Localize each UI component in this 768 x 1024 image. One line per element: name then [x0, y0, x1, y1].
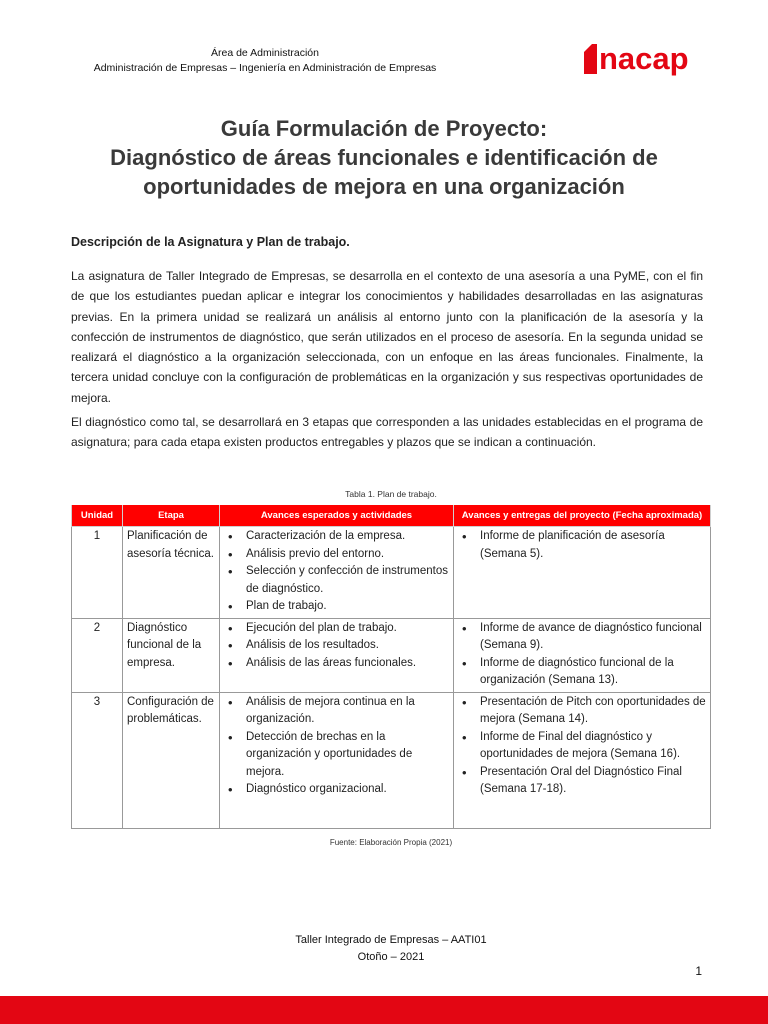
- cell-unidad: 3: [72, 692, 123, 828]
- page-number: 1: [695, 964, 702, 978]
- list-item: • Plan de trabajo.: [224, 598, 449, 616]
- table-header-row: [72, 505, 711, 527]
- table-source: Fuente: Elaboración Propia (2021): [329, 838, 453, 847]
- header-unidad: Unidad: [72, 505, 123, 527]
- cell-entregas: [454, 527, 711, 619]
- list-item: • Selección y confección de instrumentos de diagnóstico.: [224, 563, 449, 598]
- footer-term: Otoño – 2021: [357, 951, 425, 963]
- cell-avances: [220, 692, 454, 828]
- cell-unidad: 1: [72, 527, 123, 619]
- list-item: • Presentación Oral del Diagnóstico Final (Semana 17-18).: [458, 764, 706, 799]
- list-item: • Presentación de Pitch con oportunidades de mejora (Semana 14).: [458, 694, 706, 729]
- cell-unidad: 2: [72, 618, 123, 692]
- list-item: • Diagnóstico organizacional.: [224, 781, 449, 799]
- document-footer: [71, 932, 711, 966]
- inacap-logo: [584, 42, 689, 76]
- table-row: [72, 618, 711, 692]
- list-item: • Informe de diagnóstico funcional de la organización (Semana 13).: [458, 655, 706, 690]
- paragraph-description: La asignatura de Taller Integrado de Empresas, se desarrolla en el contexto de una asesoría a una PyME, con el fin de que los estudiantes puedan aplicar e integrar los conocimientos y habilidades desarrolladas en las asignaturas previas. En la primera unidad se realizará un análisis al entorno junto con la planificación de la asesoría y la confección de instrumentos de diagnóstico, que serán utilizados en el proceso de asesoría. En la segunda unidad se realizará el diagnóstico a la organización seleccionada, con un enfoque en las áreas funcionales. Finalmente, la tercera unidad concluye con la configuración de problemáticas en la organización y sus respectivas oportunidades de mejora.: [71, 269, 703, 405]
- document-header: [70, 46, 460, 76]
- header-programs: Administración de Empresas – Ingeniería en Administración de Empresas: [93, 62, 437, 74]
- title-line-1: Guía Formulación de Proyecto:: [220, 116, 548, 141]
- list-item: • Análisis previo del entorno.: [224, 546, 449, 564]
- header-etapa: Etapa: [123, 505, 220, 527]
- header-entregas: Avances y entregas del proyecto (Fecha aproximada): [454, 505, 711, 527]
- cell-entregas: [454, 692, 711, 828]
- list-item: • Ejecución del plan de trabajo.: [224, 620, 449, 638]
- list-item: • Análisis de las áreas funcionales.: [224, 655, 449, 673]
- table-caption: Tabla 1. Plan de trabajo.: [345, 489, 437, 499]
- section-heading: Descripción de la Asignatura y Plan de trabajo.: [71, 235, 350, 249]
- list-item: • Análisis de mejora continua en la organización.: [224, 694, 449, 729]
- list-item: • Caracterización de la empresa.: [224, 528, 449, 546]
- paragraph-stages: El diagnóstico como tal, se desarrollará en 3 etapas que corresponden a las unidades establecidas en el programa de asignatura; para cada etapa existen productos entregables y plazos que se indican a continuación.: [71, 415, 703, 450]
- cell-etapa: Configuración de problemáticas.: [123, 692, 220, 828]
- title-line-2: Diagnóstico de áreas funcionales e identificación de: [110, 145, 658, 170]
- logo-mark-icon: [584, 44, 597, 74]
- footer-brand-band: [0, 996, 768, 1024]
- table-row: [72, 692, 711, 828]
- cell-etapa: Diagnóstico funcional de la empresa.: [123, 618, 220, 692]
- list-item: • Informe de Final del diagnóstico y oportunidades de mejora (Semana 16).: [458, 729, 706, 764]
- cell-etapa: Planificación de asesoría técnica.: [123, 527, 220, 619]
- title-line-3: oportunidades de mejora en una organización: [143, 174, 625, 199]
- table-row: [72, 527, 711, 619]
- page-title: [60, 114, 708, 201]
- cell-entregas: [454, 618, 711, 692]
- header-area: Área de Administración: [211, 47, 319, 59]
- work-plan-table: [71, 505, 711, 829]
- cell-avances: [220, 527, 454, 619]
- list-item: • Informe de planificación de asesoría (Semana 5).: [458, 528, 706, 563]
- header-avances: Avances esperados y actividades: [220, 505, 454, 527]
- footer-course: Taller Integrado de Empresas – AATI01: [295, 934, 487, 946]
- list-item: • Análisis de los resultados.: [224, 637, 449, 655]
- list-item: • Informe de avance de diagnóstico funcional (Semana 9).: [458, 620, 706, 655]
- cell-avances: [220, 618, 454, 692]
- logo-text: nacap: [599, 41, 689, 76]
- list-item: • Detección de brechas en la organización y oportunidades de mejora.: [224, 729, 449, 782]
